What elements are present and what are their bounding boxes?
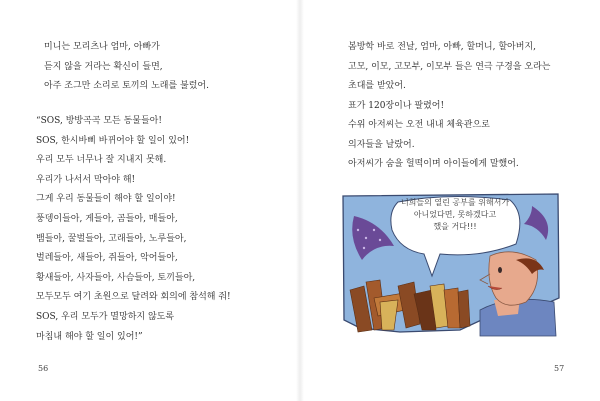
text-line: 아주 조그만 소리로 토끼의 노래를 불렀어. xyxy=(44,81,209,91)
rabbit-song-quote xyxy=(36,112,231,347)
left-intro-text xyxy=(44,38,209,97)
right-page xyxy=(300,0,600,401)
song-line: 풍뎅이들아, 게들아, 곰들아, 매들아, xyxy=(36,213,178,224)
song-line: 벌레들아, 새들아, 쥐들아, 악어들아, xyxy=(36,253,178,264)
text-line: 초대를 받았어. xyxy=(348,81,406,91)
text-line: 미니는 모리츠나 엄마, 아빠가 xyxy=(44,42,160,52)
text-line: 수위 아저씨는 오전 내내 체육관으로 xyxy=(348,120,490,130)
page-number-left: 56 xyxy=(38,364,49,373)
song-line: SOS, 한시바삐 바뀌어야 할 일이 있어! xyxy=(36,135,190,146)
song-line: 마침내 해야 할 일이 있어!” xyxy=(36,331,143,342)
text-line: 봄방학 바로 전날, 엄마, 아빠, 할머니, 할아버지, xyxy=(348,42,536,52)
song-line: 황새들아, 사자들아, 사슴들아, 토끼들아, xyxy=(36,272,196,283)
page-number-right: 57 xyxy=(554,364,565,373)
song-line: 뱀들아, 꿀벌들아, 고래들아, 노루들아, xyxy=(36,233,187,244)
text-line: 고모, 이모, 고모부, 이모부 들은 연극 구경을 오라는 xyxy=(348,61,551,72)
song-line: 그게 우리 동물들이 해야 할 일이야! xyxy=(36,194,176,205)
bubble-line: 너희들의 열린 공부를 위해서가 xyxy=(400,198,510,207)
song-line: 모두모두 여기 초원으로 달려와 회의에 참석해 줘! xyxy=(36,292,231,303)
song-line: 우리가 나서서 막아야 해! xyxy=(36,174,136,185)
right-body-text xyxy=(348,38,551,175)
text-line: 듣지 않을 거라는 확신이 들면, xyxy=(44,61,163,72)
song-line: 우리 모두 너무나 잘 지내지 못해. xyxy=(36,155,167,166)
text-line: 아저씨가 숨을 헐떡이며 아이들에게 말했어. xyxy=(348,159,519,169)
song-line: SOS, 우리 모두가 멸망하지 않도록 xyxy=(36,311,175,322)
bubble-line: 했을 거다!!! xyxy=(433,222,477,231)
bubble-line: 아니었다면, 못하겠다고 xyxy=(413,210,497,219)
text-line: 표가 120장이나 팔렸어! xyxy=(348,100,445,111)
speech-bubble-text xyxy=(396,197,514,233)
text-line: 의자들을 날랐어. xyxy=(348,139,415,150)
song-line: “SOS, 방방곡곡 모든 동물들아! xyxy=(36,116,162,126)
